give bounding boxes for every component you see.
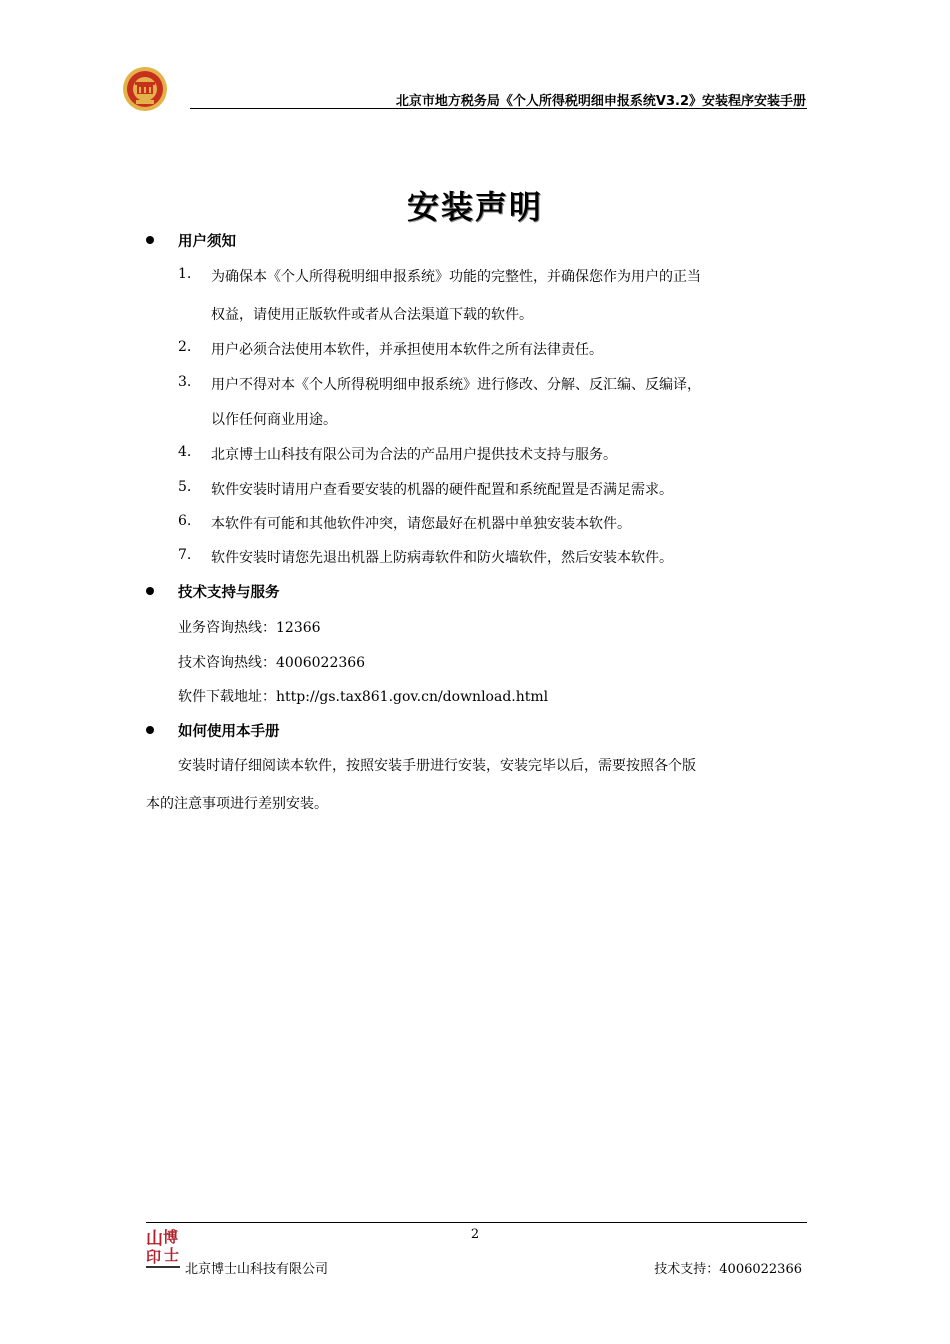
business-hotline: 业务咨询热线：12366 bbox=[178, 620, 321, 636]
footer-support: 技术支持：4006022366 bbox=[654, 1262, 802, 1277]
section-heading-support: 技术支持与服务 bbox=[178, 585, 280, 601]
howto-paragraph-continuation: 本的注意事项进行差别安装。 bbox=[146, 796, 328, 812]
section-heading-howto: 如何使用本手册 bbox=[178, 724, 280, 740]
svg-text:士: 士 bbox=[164, 1246, 180, 1264]
bullet-icon bbox=[146, 726, 154, 734]
list-item: 软件安装时请用户查看要安装的机器的硬件配置和系统配置是否满足需求。 bbox=[211, 482, 673, 498]
list-item-number: 2. bbox=[178, 339, 192, 355]
list-item: 软件安装时请您先退出机器上防病毒软件和防火墙软件，然后安装本软件。 bbox=[211, 550, 673, 566]
list-item-number: 4. bbox=[178, 444, 192, 460]
list-item-number: 7. bbox=[178, 547, 192, 563]
page-title: 安装声明 bbox=[406, 188, 543, 226]
list-item-number: 1. bbox=[178, 266, 192, 282]
tech-hotline: 技术咨询热线：4006022366 bbox=[178, 655, 366, 671]
list-item: 本软件有可能和其他软件冲突，请您最好在机器中单独安装本软件。 bbox=[211, 516, 631, 532]
list-item: 用户必须合法使用本软件，并承担使用本软件之所有法律责任。 bbox=[211, 342, 603, 358]
list-item-continuation: 权益，请使用正版软件或者从合法渠道下载的软件。 bbox=[211, 307, 533, 323]
list-item: 为确保本《个人所得税明细申报系统》功能的完整性，并确保您作为用户的正当 bbox=[211, 269, 701, 285]
svg-text:印: 印 bbox=[146, 1248, 162, 1266]
svg-text:博: 博 bbox=[163, 1228, 179, 1246]
header-divider bbox=[190, 108, 807, 109]
bullet-icon bbox=[146, 587, 154, 595]
tax-bureau-seal-icon bbox=[122, 66, 168, 112]
list-item-continuation: 以作任何商业用途。 bbox=[211, 412, 337, 428]
page-number: 2 bbox=[470, 1227, 480, 1242]
download-address: 软件下载地址：http://gs.tax861.gov.cn/download.html bbox=[178, 689, 549, 705]
footer-divider bbox=[146, 1222, 807, 1223]
list-item: 北京博士山科技有限公司为合法的产品用户提供技术支持与服务。 bbox=[211, 447, 617, 463]
header-title: 北京市地方税务局《个人所得税明细申报系统V3.2》安装程序安装手册 bbox=[395, 94, 806, 109]
footer-company: 北京博士山科技有限公司 bbox=[185, 1262, 329, 1277]
list-item-number: 5. bbox=[178, 479, 192, 495]
svg-text:山: 山 bbox=[146, 1229, 163, 1249]
list-item-number: 3. bbox=[178, 374, 192, 390]
bullet-icon bbox=[146, 236, 154, 244]
howto-paragraph: 安装时请仔细阅读本软件，按照安装手册进行安装，安装完毕以后，需要按照各个版 bbox=[178, 758, 696, 774]
list-item-number: 6. bbox=[178, 513, 192, 529]
list-item: 用户不得对本《个人所得税明细申报系统》进行修改、分解、反汇编、反编译， bbox=[211, 377, 701, 393]
section-heading-user-notice: 用户须知 bbox=[178, 234, 236, 250]
boshishan-logo-icon bbox=[143, 1224, 183, 1272]
